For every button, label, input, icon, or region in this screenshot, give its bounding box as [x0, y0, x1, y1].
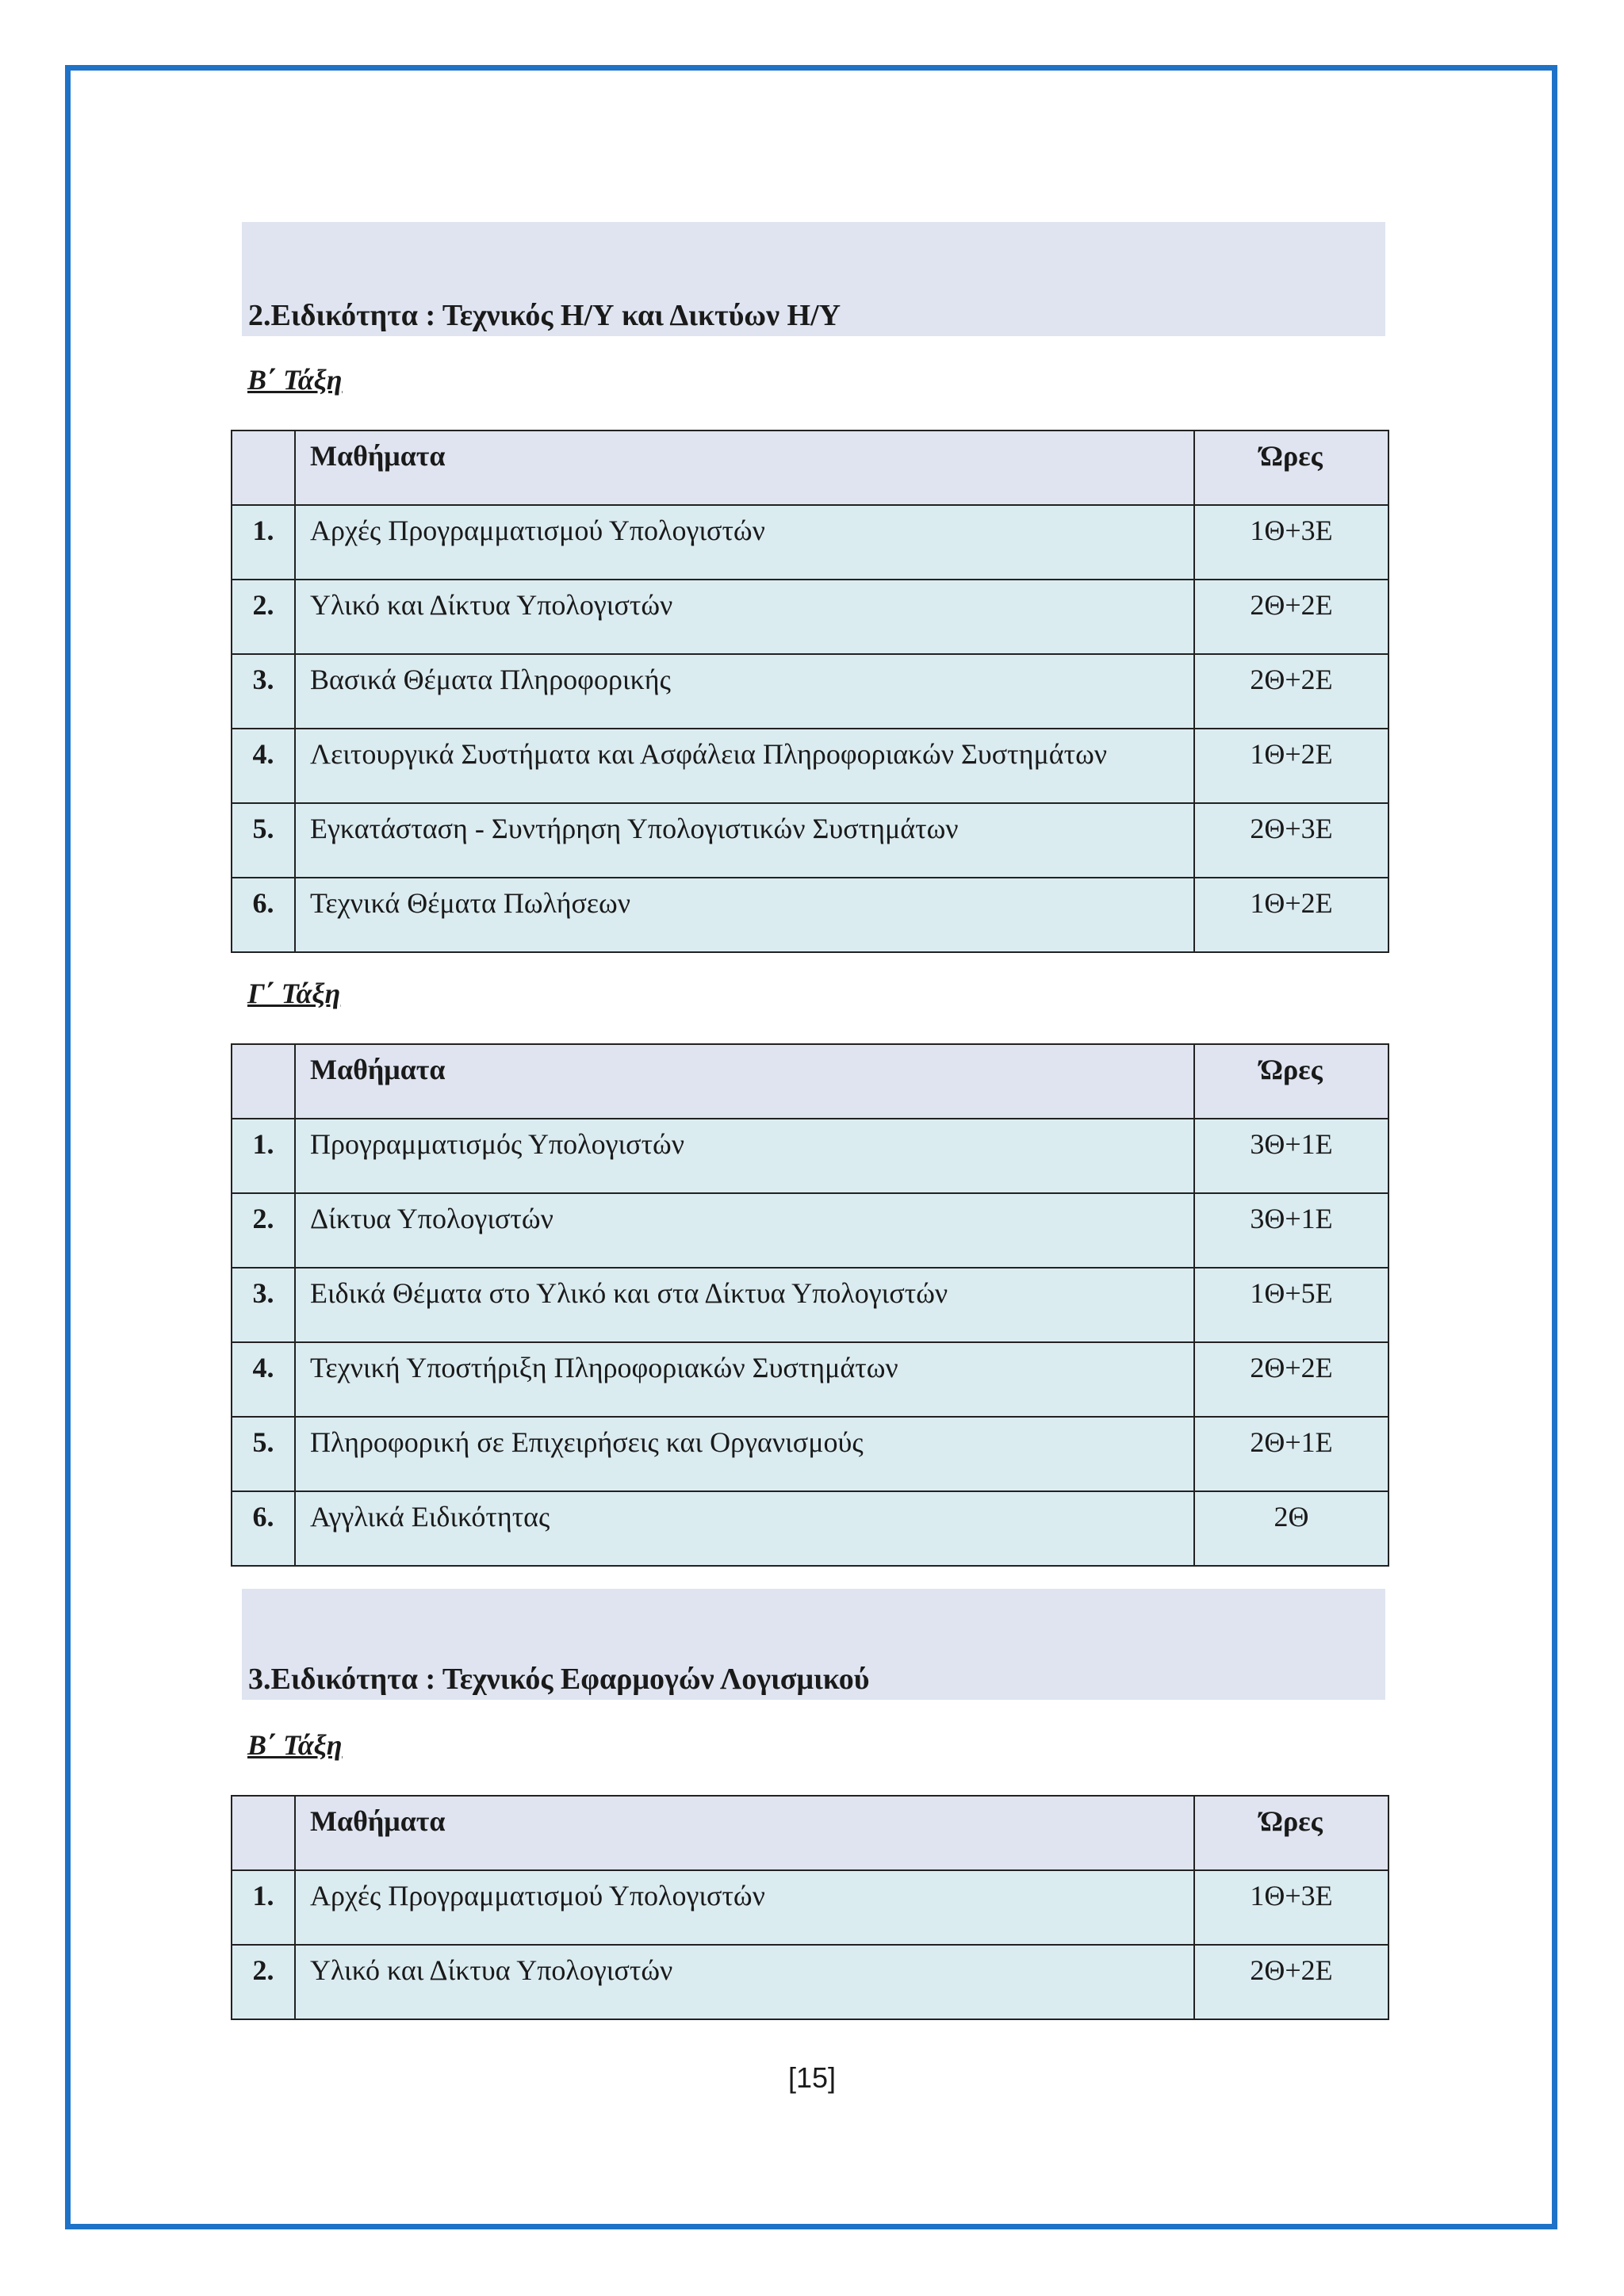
course-name: Αρχές Προγραμματισμού Υπολογιστών	[295, 1870, 1194, 1945]
table-row	[232, 729, 1388, 803]
section-banner	[242, 222, 1385, 336]
course-name: Τεχνικά Θέματα Πωλήσεων	[295, 878, 1194, 952]
course-name: Αγγλικά Ειδικότητας	[295, 1491, 1194, 1566]
table-row	[232, 580, 1388, 654]
course-hours: 1Θ+3Ε	[1194, 1870, 1388, 1945]
row-number: 2.	[232, 580, 295, 654]
course-hours: 2Θ+2Ε	[1194, 580, 1388, 654]
section-title: 3.Ειδικότητα : Τεχνικός Εφαρμογών Λογισμικού	[248, 1663, 870, 1696]
table-row	[232, 1870, 1388, 1945]
course-name: Λειτουργικά Συστήματα και Ασφάλεια Πληροφοριακών Συστημάτων	[295, 729, 1194, 803]
course-name: Εγκατάσταση - Συντήρηση Υπολογιστικών Συστημάτων	[295, 803, 1194, 878]
row-number: 4.	[232, 729, 295, 803]
course-hours: 2Θ	[1194, 1491, 1388, 1566]
course-name: Δίκτυα Υπολογιστών	[295, 1193, 1194, 1268]
header-hours: Ώρες	[1194, 430, 1388, 505]
class-heading: Β΄ Τάξη	[247, 1729, 343, 1761]
course-table	[231, 1043, 1389, 1567]
course-name: Προγραμματισμός Υπολογιστών	[295, 1119, 1194, 1193]
table-row	[232, 1268, 1388, 1342]
row-number: 4.	[232, 1342, 295, 1417]
row-number: 1.	[232, 505, 295, 580]
section-title: 2.Ειδικότητα : Τεχνικός Η/Υ και Δικτύων Η/Υ	[248, 299, 841, 332]
course-table	[231, 1795, 1389, 2020]
header-courses: Μαθήματα	[295, 1044, 1194, 1119]
course-hours: 2Θ+2Ε	[1194, 654, 1388, 729]
table-row	[232, 878, 1388, 952]
course-hours: 3Θ+1Ε	[1194, 1193, 1388, 1268]
course-hours: 2Θ+2Ε	[1194, 1342, 1388, 1417]
table-row	[232, 654, 1388, 729]
course-name: Βασικά Θέματα Πληροφορικής	[295, 654, 1194, 729]
course-hours: 3Θ+1Ε	[1194, 1119, 1388, 1193]
course-hours: 1Θ+2Ε	[1194, 729, 1388, 803]
course-hours: 1Θ+3Ε	[1194, 505, 1388, 580]
row-number: 1.	[232, 1870, 295, 1945]
course-name: Αρχές Προγραμματισμού Υπολογιστών	[295, 505, 1194, 580]
row-number: 3.	[232, 654, 295, 729]
header-hours: Ώρες	[1194, 1044, 1388, 1119]
course-name: Υλικό και Δίκτυα Υπολογιστών	[295, 580, 1194, 654]
table-row	[232, 505, 1388, 580]
table-row	[232, 1193, 1388, 1268]
table-row	[232, 1491, 1388, 1566]
header-hours: Ώρες	[1194, 1796, 1388, 1870]
course-name: Ειδικά Θέματα στο Υλικό και στα Δίκτυα Υπολογιστών	[295, 1268, 1194, 1342]
header-number-cell	[232, 1796, 295, 1870]
table-header-row	[232, 1044, 1388, 1119]
course-name: Πληροφορική σε Επιχειρήσεις και Οργανισμούς	[295, 1417, 1194, 1491]
header-courses: Μαθήματα	[295, 430, 1194, 505]
course-name: Υλικό και Δίκτυα Υπολογιστών	[295, 1945, 1194, 2019]
course-hours: 1Θ+5Ε	[1194, 1268, 1388, 1342]
table-header-row	[232, 430, 1388, 505]
row-number: 3.	[232, 1268, 295, 1342]
row-number: 6.	[232, 878, 295, 952]
table-row	[232, 803, 1388, 878]
page-number: [15]	[787, 2061, 837, 2094]
header-courses: Μαθήματα	[295, 1796, 1194, 1870]
table-row	[232, 1119, 1388, 1193]
course-hours: 2Θ+3Ε	[1194, 803, 1388, 878]
table-row	[232, 1342, 1388, 1417]
course-hours: 2Θ+2Ε	[1194, 1945, 1388, 2019]
header-number-cell	[232, 1044, 295, 1119]
row-number: 1.	[232, 1119, 295, 1193]
table-header-row	[232, 1796, 1388, 1870]
class-heading: Γ΄ Τάξη	[247, 978, 341, 1009]
row-number: 2.	[232, 1945, 295, 2019]
row-number: 5.	[232, 803, 295, 878]
course-hours: 2Θ+1Ε	[1194, 1417, 1388, 1491]
table-row	[232, 1417, 1388, 1491]
section-banner	[242, 1589, 1385, 1700]
course-hours: 1Θ+2Ε	[1194, 878, 1388, 952]
row-number: 6.	[232, 1491, 295, 1566]
course-table	[231, 430, 1389, 953]
course-name: Τεχνική Υποστήριξη Πληροφοριακών Συστημάτων	[295, 1342, 1194, 1417]
class-heading: Β΄ Τάξη	[247, 364, 343, 396]
header-number-cell	[232, 430, 295, 505]
row-number: 2.	[232, 1193, 295, 1268]
table-row	[232, 1945, 1388, 2019]
row-number: 5.	[232, 1417, 295, 1491]
